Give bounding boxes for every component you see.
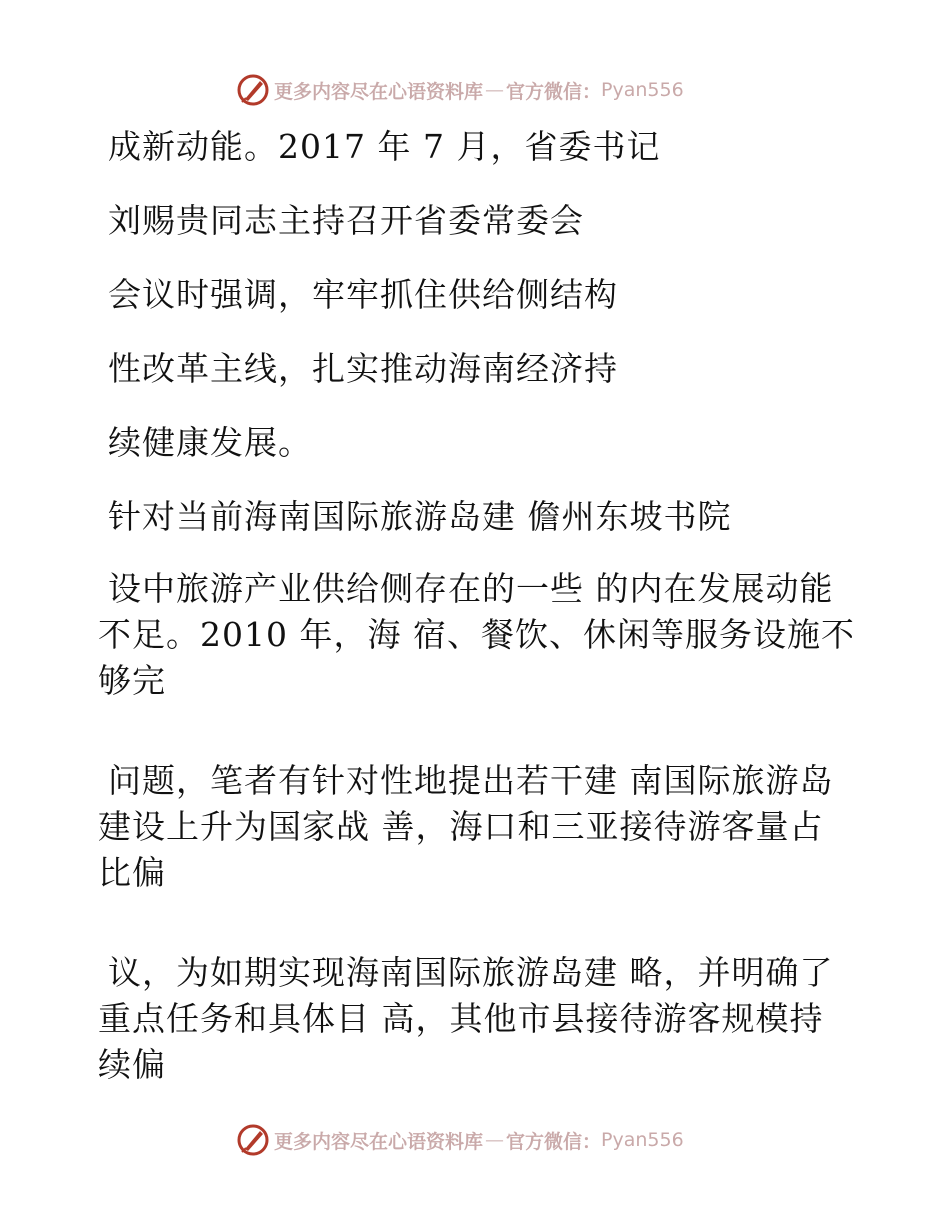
watermark-account: Pyan556 [601,79,684,101]
paragraph-line: 比偏 [98,853,166,892]
watermark-account: Pyan556 [601,1129,684,1151]
paragraph-line: 议，为如期实现海南国际旅游岛建 略，并明确了 [108,953,834,992]
body-line-2: 刘赐贵同志主持召开省委常委会 [108,201,584,240]
watermark-text: 更多内容尽在心语资料库 [274,1130,484,1153]
paragraph-line: 不足。2010 年，海 宿、餐饮、休闲等服务设施不 [98,615,855,654]
mixed-paragraph-3 [98,950,834,1088]
footer-watermark [236,1122,684,1158]
quill-logo-icon [236,1123,270,1157]
body-line-3: 会议时强调，牢牢抓住供给侧结构 [108,275,618,314]
paragraph-line: 够完 [98,661,166,700]
mixed-paragraph-2 [98,758,834,896]
header-watermark [236,72,684,108]
paragraph-line: 续偏 [98,1045,166,1084]
body-line-5: 续健康发展。 [108,423,312,462]
paragraph-line: 建设上升为国家战 善，海口和三亚接待游客量占 [98,807,824,846]
mixed-paragraph-1 [98,566,855,704]
quill-logo-icon [236,73,270,107]
body-line-1: 成新动能。2017 年 7 月，省委书记 [108,127,661,166]
body-line-6: 针对当前海南国际旅游岛建 儋州东坡书院 [108,497,732,536]
watermark-separator: — [485,1129,505,1151]
watermark-label: 官方微信： [506,80,602,103]
watermark-separator: — [485,79,505,101]
paragraph-line: 设中旅游产业供给侧存在的一些 的内在发展动能 [108,569,834,608]
paragraph-line: 问题，笔者有针对性地提出若干建 南国际旅游岛 [108,761,834,800]
watermark-label: 官方微信： [506,1130,602,1153]
body-line-4: 性改革主线，扎实推动海南经济持 [108,349,618,388]
paragraph-line: 重点任务和具体目 高，其他市县接待游客规模持 [98,999,824,1038]
watermark-text: 更多内容尽在心语资料库 [274,80,484,103]
